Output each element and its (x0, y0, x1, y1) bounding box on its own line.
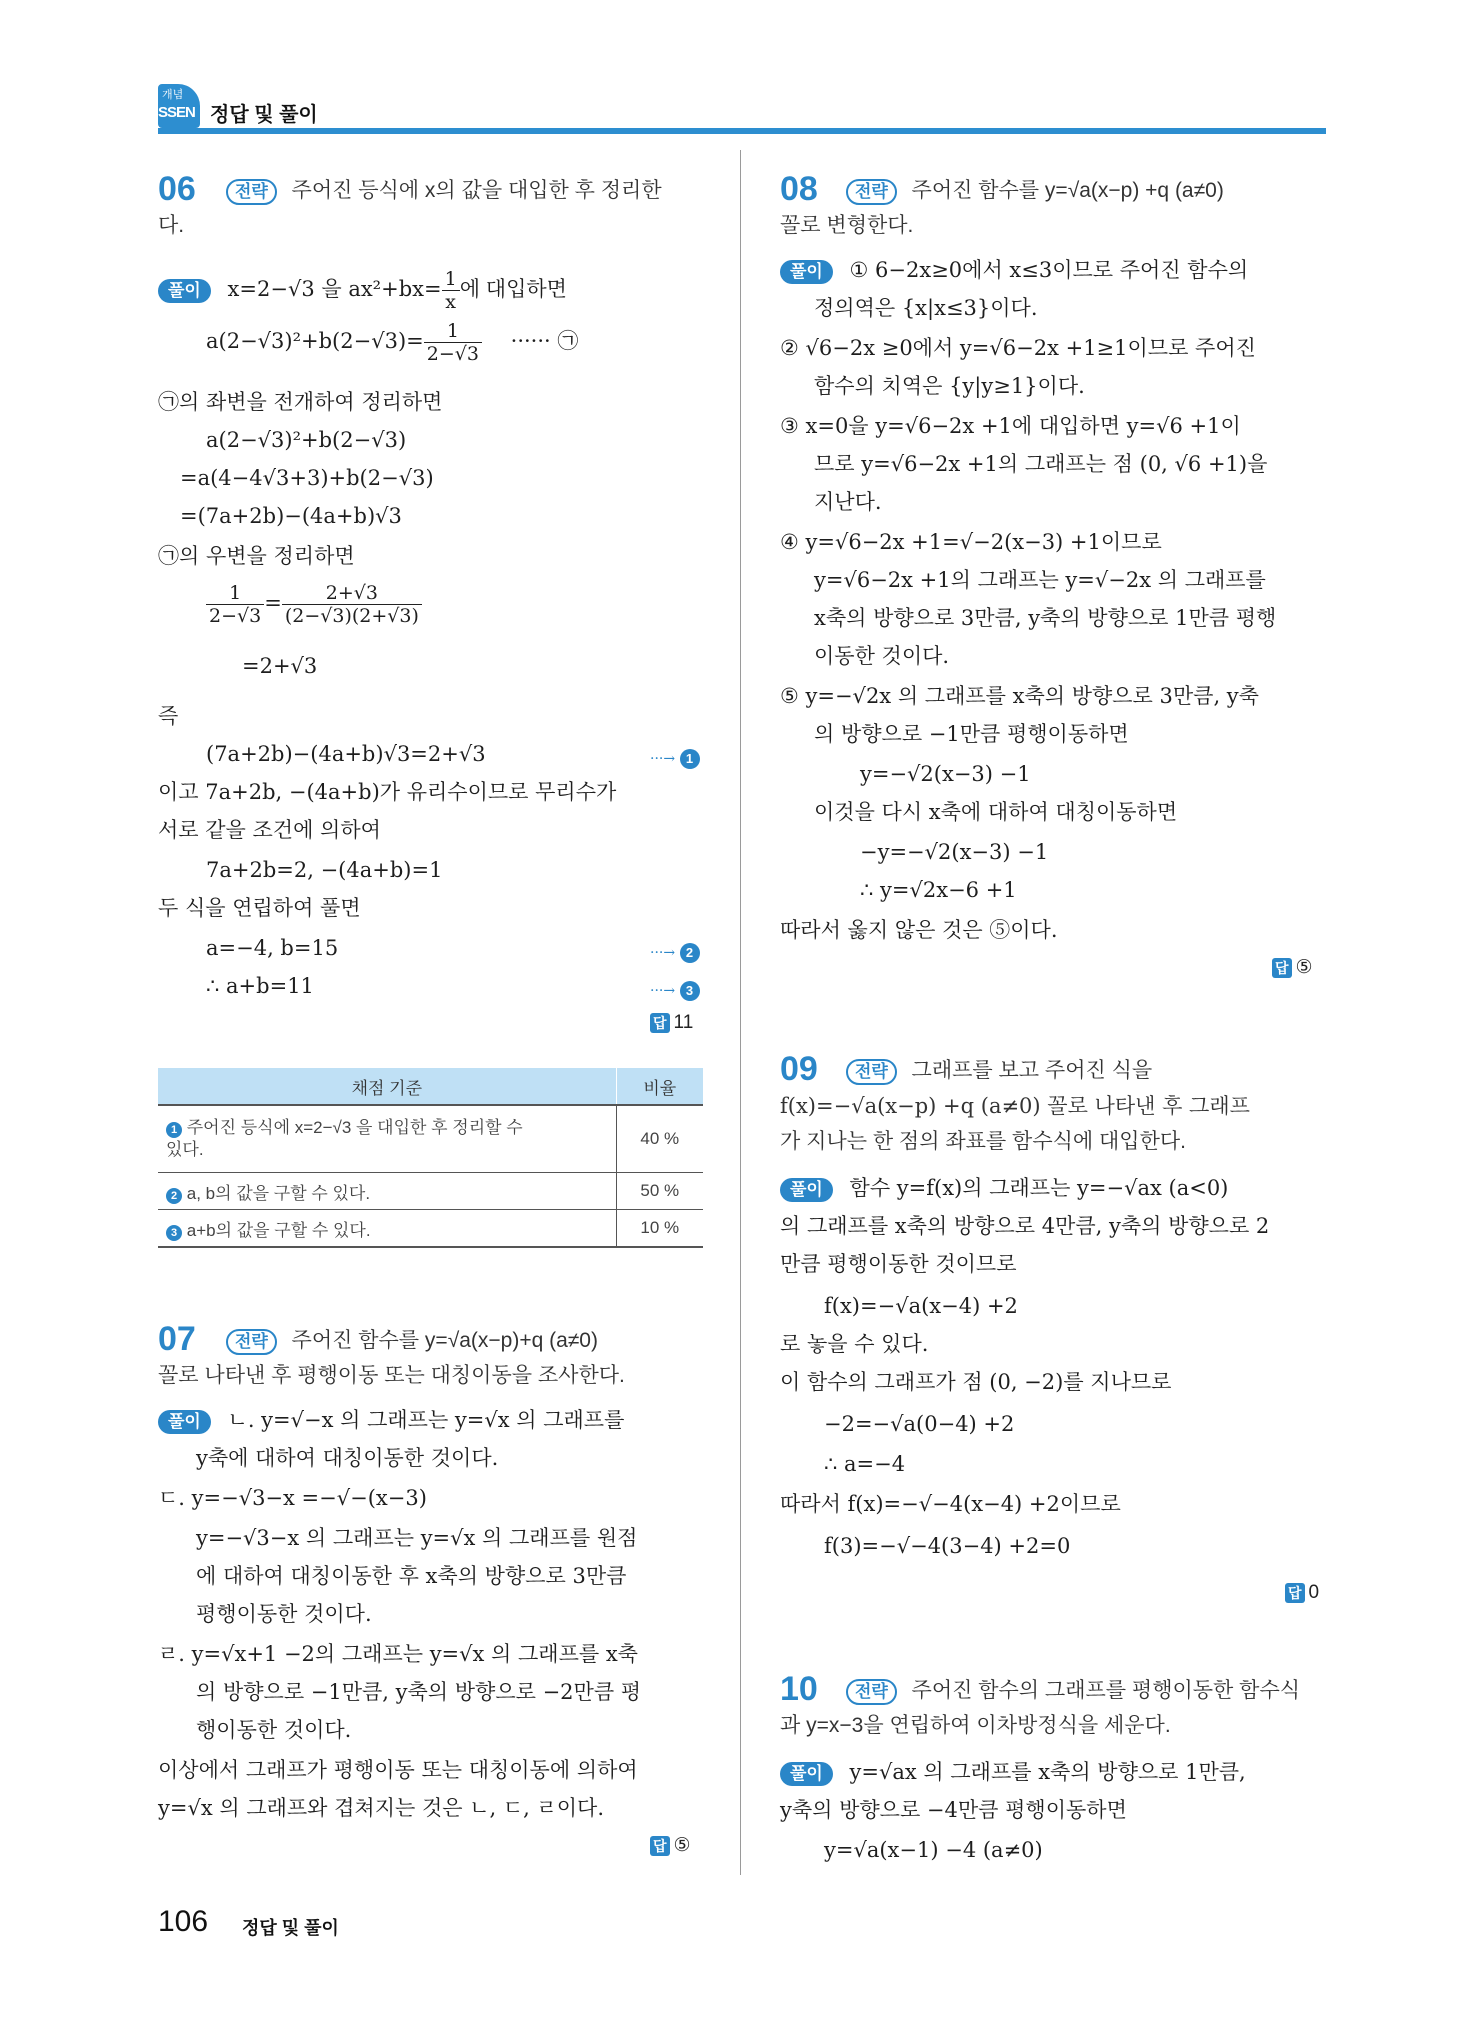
text-line: 서로 같을 조건에 의하여 (158, 818, 381, 842)
header-rule (158, 128, 1326, 134)
equation-line: −y=−√2(x−3) −1 (860, 840, 1049, 864)
solution-tag: 풀이 (158, 279, 211, 303)
equation-line: (7a+2b)−(4a+b)√3=2+√3 (206, 742, 486, 766)
page-header (158, 80, 1326, 136)
strategy-text: 주어진 등식에 x의 값을 대입한 후 정리한 (291, 179, 662, 202)
strategy-tag: 전략 (846, 1059, 897, 1085)
text-line: 함수의 치역은 {y|y≥1}이다. (814, 374, 1085, 398)
answer: 답 ⑤ (1272, 956, 1313, 979)
brand-bottom: SSEN (158, 104, 195, 121)
table-header: 비율 (616, 1068, 703, 1105)
equation-line: a(2−√3)²+b(2−√3)= $\frac{1}{2-√3}$ ······ ㉠ (206, 320, 579, 365)
strategy-text-cont: 꼴로 변형한다. (780, 214, 914, 237)
text-line: ㉠의 우변을 정리하면 (158, 544, 355, 568)
equation-line: f(x)=−√a(x−4) +2 (824, 1294, 1018, 1318)
table-row: 2 a, b의 값을 구할 수 있다. 50 % (158, 1173, 703, 1210)
text-line: 즉 (158, 704, 179, 728)
text-line: 정의역은 {x|x≤3}이다. (814, 296, 1038, 320)
strategy-tag: 전략 (846, 179, 897, 205)
strategy-text-cont: 꼴로 나타낸 후 평행이동 또는 대칭이동을 조사한다. (158, 1364, 625, 1387)
table-header: 채점 기준 (158, 1068, 616, 1105)
problem-number: 06 (158, 170, 196, 208)
text-line: ④ y=√6−2x +1=√−2(x−3) +1이므로 (780, 530, 1162, 554)
page-number: 106 (158, 1905, 209, 1938)
strategy-text: 주어진 함수를 y=√a(x−p)+q (a≠0) (291, 1329, 598, 1352)
solution-tag: 풀이 (780, 260, 833, 284)
answer: 답 11 (650, 1012, 693, 1034)
step-marker: ···→ 1 (650, 742, 700, 773)
text-line: ㄷ. y=−√3−x =−√−(x−3) (158, 1486, 427, 1510)
equation-line: y=√a(x−1) −4 (a≠0) (824, 1838, 1043, 1862)
fraction: $\frac{1}{x}$ (442, 268, 460, 313)
column-divider (740, 150, 741, 1875)
text-line: ① 6−2x≥0에서 x≤3이므로 주어진 함수의 (849, 258, 1249, 282)
step-marker: ···→ 3 (650, 974, 700, 1005)
text-line: 의 방향으로 −1만큼 평행이동하면 (814, 722, 1129, 746)
solution-tag: 풀이 (780, 1762, 833, 1786)
strategy-text: 그래프를 보고 주어진 식을 (911, 1059, 1153, 1082)
equation-line: a=−4, b=15 (206, 936, 339, 960)
equation-line: ∴ y=√2x−6 +1 (860, 878, 1017, 902)
answer: 답 0 (1285, 1582, 1319, 1604)
brand-top: 개념 (162, 89, 184, 101)
equation-line: =a(4−4√3+3)+b(2−√3) (180, 466, 434, 490)
equation-line: $\frac{1}{2-√3}$ = $\frac{2+√3}{(2-√3)(2+√3)}$ (206, 582, 422, 627)
text-line: 지난다. (814, 490, 882, 514)
strategy-text-cont: 과 y=x−3을 연립하여 이차방정식을 세운다. (780, 1714, 1171, 1737)
problem-number: 09 (780, 1050, 818, 1088)
text-line: y=√ax 의 그래프를 x축의 방향으로 1만큼, (849, 1760, 1246, 1784)
text-line: 로 놓을 수 있다. (780, 1332, 929, 1356)
text-line: 의 그래프를 x축의 방향으로 4만큼, y축의 방향으로 2 (780, 1214, 1270, 1238)
problem-number: 08 (780, 170, 818, 208)
brand-logo (158, 84, 200, 128)
solution-line: 풀이 x=2−√3 을 ax²+bx= $\frac{1}{x}$ 에 대입하면 (158, 268, 567, 313)
strategy-text-cont: 다. (158, 214, 185, 237)
text-line: ⑤ y=−√2x 의 그래프를 x축의 방향으로 3만큼, y축 (780, 684, 1259, 708)
equation-line: f(3)=−√−4(3−4) +2=0 (824, 1534, 1071, 1558)
table-row: 3 a+b의 값을 구할 수 있다. 10 % (158, 1210, 703, 1248)
text-line: 따라서 옳지 않은 것은 ⑤이다. (780, 918, 1058, 942)
header-title: 정답 및 풀이 (210, 104, 318, 126)
equation-line: =(7a+2b)−(4a+b)√3 (180, 504, 402, 528)
equation-line: ∴ a+b=11 (206, 974, 314, 998)
text-line: 평행이동한 것이다. (196, 1602, 372, 1626)
problem-number: 10 (780, 1670, 818, 1708)
strategy-text-cont: f(x)=−√a(x−p) +q (a≠0) 꼴로 나타낸 후 그래프 (780, 1094, 1250, 1118)
text-line: 이 함수의 그래프가 점 (0, −2)를 지나므로 (780, 1370, 1172, 1394)
problem-number: 07 (158, 1320, 196, 1358)
text-line: 이상에서 그래프가 평행이동 또는 대칭이동에 의하여 (158, 1758, 638, 1782)
text-line: 따라서 f(x)=−√−4(x−4) +2이므로 (780, 1492, 1121, 1516)
solution-tag: 풀이 (780, 1178, 833, 1202)
step-marker: ···→ 2 (650, 936, 700, 967)
strategy-tag: 전략 (226, 1329, 277, 1355)
text-line: y=√x 의 그래프와 겹쳐지는 것은 ㄴ, ㄷ, ㄹ이다. (158, 1796, 605, 1820)
fraction: $\frac{1}{2-√3}$ (206, 582, 264, 627)
grading-table (158, 1068, 703, 1248)
equation-line: −2=−√a(0−4) +2 (824, 1412, 1015, 1436)
equation-line: =2+√3 (242, 654, 318, 678)
text-line: ㄹ. y=√x+1 −2의 그래프는 y=√x 의 그래프를 x축 (158, 1642, 638, 1666)
text-line: 의 방향으로 −1만큼, y축의 방향으로 −2만큼 평 (196, 1680, 642, 1704)
equation-line: y=−√2(x−3) −1 (860, 762, 1031, 786)
text-line: ② √6−2x ≥0에서 y=√6−2x +1≥1이므로 주어진 (780, 336, 1256, 360)
text-line: ㄴ. y=√−x 의 그래프는 y=√x 의 그래프를 (227, 1408, 625, 1432)
text-line: y=√6−2x +1의 그래프는 y=√−2x 의 그래프를 (814, 568, 1266, 592)
equation-line: 7a+2b=2, −(4a+b)=1 (206, 858, 443, 882)
equation-line: a(2−√3)²+b(2−√3) (206, 428, 407, 452)
text-line: ㉠의 좌변을 전개하여 정리하면 (158, 390, 443, 414)
text-line: 이것을 다시 x축에 대하여 대칭이동하면 (814, 800, 1178, 824)
text-line: 함수 y=f(x)의 그래프는 y=−√ax (a<0) (849, 1176, 1229, 1200)
answer: 답 ⑤ (650, 1834, 691, 1857)
strategy-text-cont: 가 지나는 한 점의 좌표를 함수식에 대입한다. (780, 1130, 1186, 1153)
text-line: y축의 방향으로 −4만큼 평행이동하면 (780, 1798, 1127, 1822)
strategy-text: 주어진 함수의 그래프를 평행이동한 함수식 (911, 1679, 1301, 1702)
text-line: 이고 7a+2b, −(4a+b)가 유리수이므로 무리수가 (158, 780, 617, 804)
text-line: 이동한 것이다. (814, 644, 950, 668)
text-line: 두 식을 연립하여 풀면 (158, 896, 361, 920)
text-line: 행이동한 것이다. (196, 1718, 352, 1742)
strategy-tag: 전략 (846, 1679, 897, 1705)
footer-label: 정답 및 풀이 (242, 1918, 339, 1938)
strategy-text: 주어진 함수를 y=√a(x−p) +q (a≠0) (911, 179, 1224, 202)
fraction: $\frac{2+√3}{(2-√3)(2+√3)}$ (282, 582, 422, 627)
table-row: 1 주어진 등식에 x=2−√3 을 대입한 후 정리할 수 있다. 40 % (158, 1105, 703, 1173)
text-line: 만큼 평행이동한 것이므로 (780, 1252, 1017, 1276)
fraction: $\frac{1}{2-√3}$ (424, 320, 482, 365)
equation-line: ∴ a=−4 (824, 1452, 906, 1476)
text-line: 므로 y=√6−2x +1의 그래프는 점 (0, √6 +1)을 (814, 452, 1268, 476)
strategy-tag: 전략 (226, 179, 277, 205)
text-line: y축에 대하여 대칭이동한 것이다. (196, 1446, 499, 1470)
text-line: 에 대하여 대칭이동한 후 x축의 방향으로 3만큼 (196, 1564, 627, 1588)
text-line: y=−√3−x 의 그래프는 y=√x 의 그래프를 원점 (196, 1526, 638, 1550)
text-line: ③ x=0을 y=√6−2x +1에 대입하면 y=√6 +1이 (780, 414, 1241, 438)
text-line: x축의 방향으로 3만큼, y축의 방향으로 1만큼 평행 (814, 606, 1277, 630)
solution-tag: 풀이 (158, 1410, 211, 1434)
